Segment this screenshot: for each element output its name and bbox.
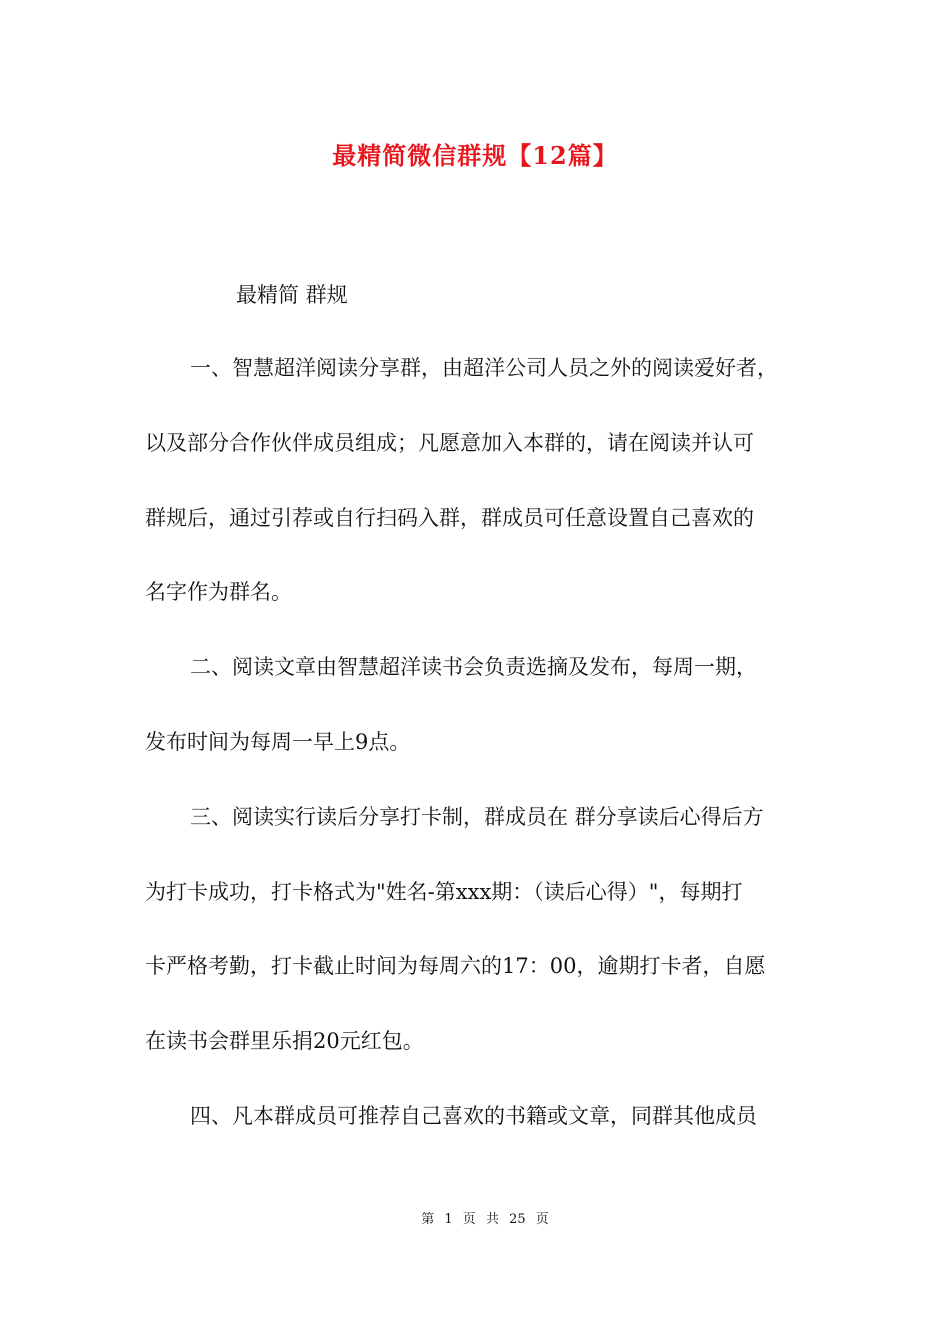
footer-page-label: 页 <box>462 1212 476 1227</box>
paragraph-line: 以及部分合作伙伴成员组成；凡愿意加入本群的，请在阅读并认可 <box>145 431 754 455</box>
paragraph-line: 群规后，通过引荐或自行扫码入群，群成员可任意设置自己喜欢的 <box>145 506 754 530</box>
paragraph-line: 二、阅读文章由智慧超洋读书会负责选摘及发布，每周一期， <box>190 655 757 679</box>
page-footer <box>0 1208 950 1227</box>
footer-page-number: 1 <box>444 1212 453 1227</box>
paragraph-line: 在读书会群里乐捐20元红包。 <box>145 1029 424 1053</box>
paragraph-line: 三、阅读实行读后分享打卡制，群成员在 群分享读后心得后方 <box>190 805 764 829</box>
footer-total-label: 共 <box>485 1212 499 1227</box>
document-title: 最精简微信群规【12篇】 <box>332 141 618 170</box>
paragraph-line: 发布时间为每周一早上9点。 <box>145 730 411 754</box>
paragraph-line: 四、凡本群成员可推荐自己喜欢的书籍或文章，同群其他成员 <box>190 1104 757 1128</box>
paragraph-line: 为打卡成功，打卡格式为"姓名-第xxx期：（读后心得）"，每期打 <box>145 880 743 904</box>
paragraph-line: 一、智慧超洋阅读分享群，由超洋公司人员之外的阅读爱好者， <box>190 356 778 380</box>
footer-suffix: 页 <box>535 1212 549 1227</box>
section-heading: 最精简 群规 <box>236 283 348 307</box>
footer-prefix: 第 <box>421 1212 435 1227</box>
footer-total-pages: 25 <box>509 1212 526 1227</box>
paragraph-line: 名字作为群名。 <box>145 580 292 604</box>
paragraph-line: 卡严格考勤，打卡截止时间为每周六的17：00，逾期打卡者，自愿 <box>145 954 766 978</box>
